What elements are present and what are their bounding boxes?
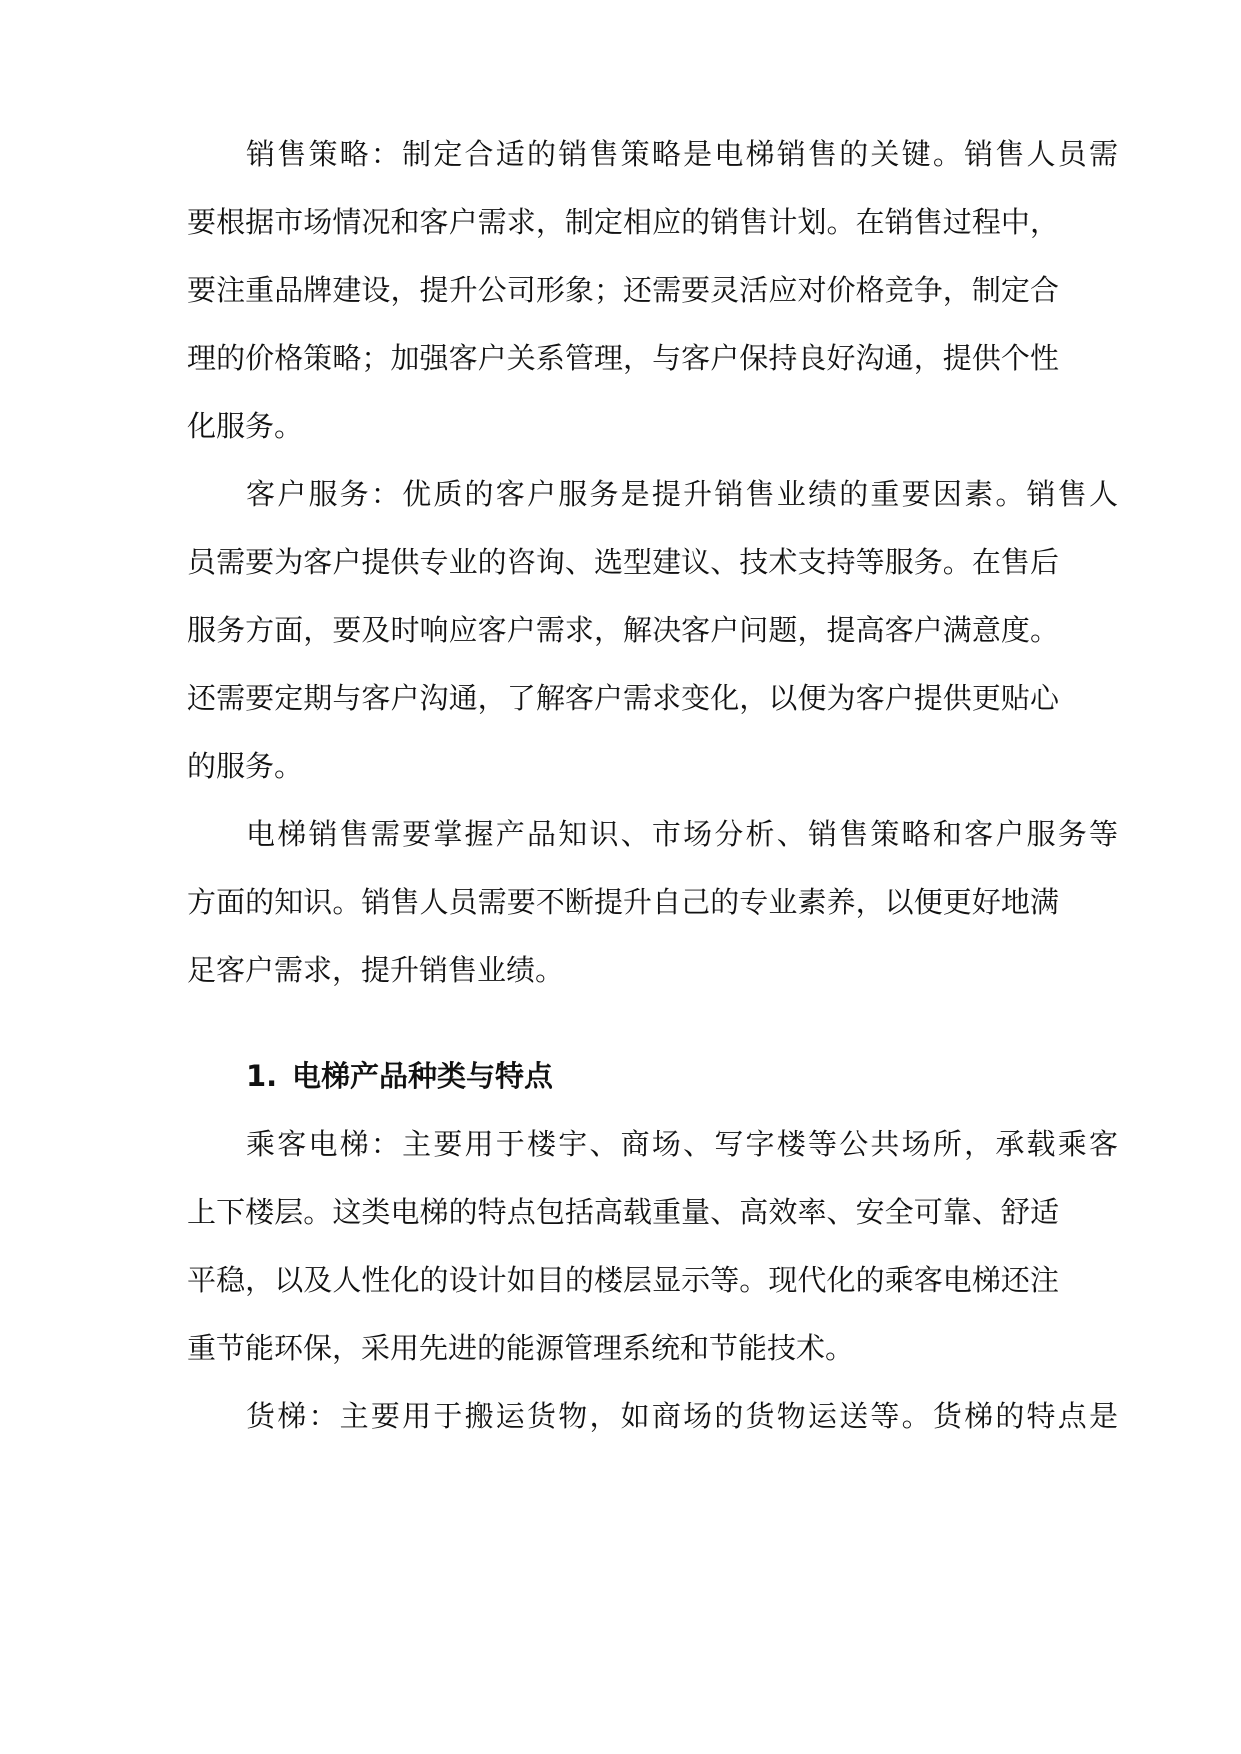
- paragraph-customer-service-line-4: 还需要定期与客户沟通，了解客户需求变化，以便为客户提供更贴心: [187, 681, 1059, 715]
- paragraph-summary-line-1: 电梯销售需要掌握产品知识、市场分析、销售策略和客户服务等: [246, 817, 1118, 851]
- paragraph-sales-strategy-line-4: 理的价格策略；加强客户关系管理，与客户保持良好沟通，提供个性: [187, 341, 1059, 375]
- paragraph-customer-service-line-2: 员需要为客户提供专业的咨询、选型建议、技术支持等服务。在售后: [187, 545, 1059, 579]
- section-heading: [246, 1046, 746, 1106]
- section-heading-number: 1.: [246, 1059, 278, 1093]
- paragraph-sales-strategy-line-1: 销售策略：制定合适的销售策略是电梯销售的关键。销售人员需: [246, 137, 1118, 171]
- paragraph-sales-strategy-line-3: 要注重品牌建设，提升公司形象；还需要灵活应对价格竞争，制定合: [187, 273, 1059, 307]
- paragraph-passenger-elevator-line-2: 上下楼层。这类电梯的特点包括高载重量、高效率、安全可靠、舒适: [187, 1195, 1059, 1229]
- paragraph-summary-line-2: 方面的知识。销售人员需要不断提升自己的专业素养，以便更好地满: [187, 885, 1059, 919]
- paragraph-passenger-elevator-line-1: 乘客电梯：主要用于楼宇、商场、写字楼等公共场所，承载乘客: [246, 1127, 1118, 1161]
- paragraph-customer-service-line-5: 的服务。: [187, 749, 304, 783]
- paragraph-sales-strategy-line-5: 化服务。: [187, 409, 304, 443]
- paragraph-passenger-elevator-line-3: 平稳，以及人性化的设计如目的楼层显示等。现代化的乘客电梯还注: [187, 1263, 1059, 1297]
- paragraph-passenger-elevator-line-4: 重节能环保，采用先进的能源管理系统和节能技术。: [187, 1331, 855, 1365]
- paragraph-summary-line-3: 足客户需求，提升销售业绩。: [187, 953, 565, 987]
- paragraph-customer-service-line-1: 客户服务：优质的客户服务是提升销售业绩的重要因素。销售人: [246, 477, 1118, 511]
- section-heading-title: 电梯产品种类与特点: [292, 1059, 554, 1093]
- paragraph-customer-service-line-3: 服务方面，要及时响应客户需求，解决客户问题，提高客户满意度。: [187, 613, 1059, 647]
- paragraph-freight-elevator-line-1: 货梯：主要用于搬运货物，如商场的货物运送等。货梯的特点是: [246, 1399, 1118, 1433]
- paragraph-sales-strategy-line-2: 要根据市场情况和客户需求，制定相应的销售计划。在销售过程中，: [187, 205, 1059, 239]
